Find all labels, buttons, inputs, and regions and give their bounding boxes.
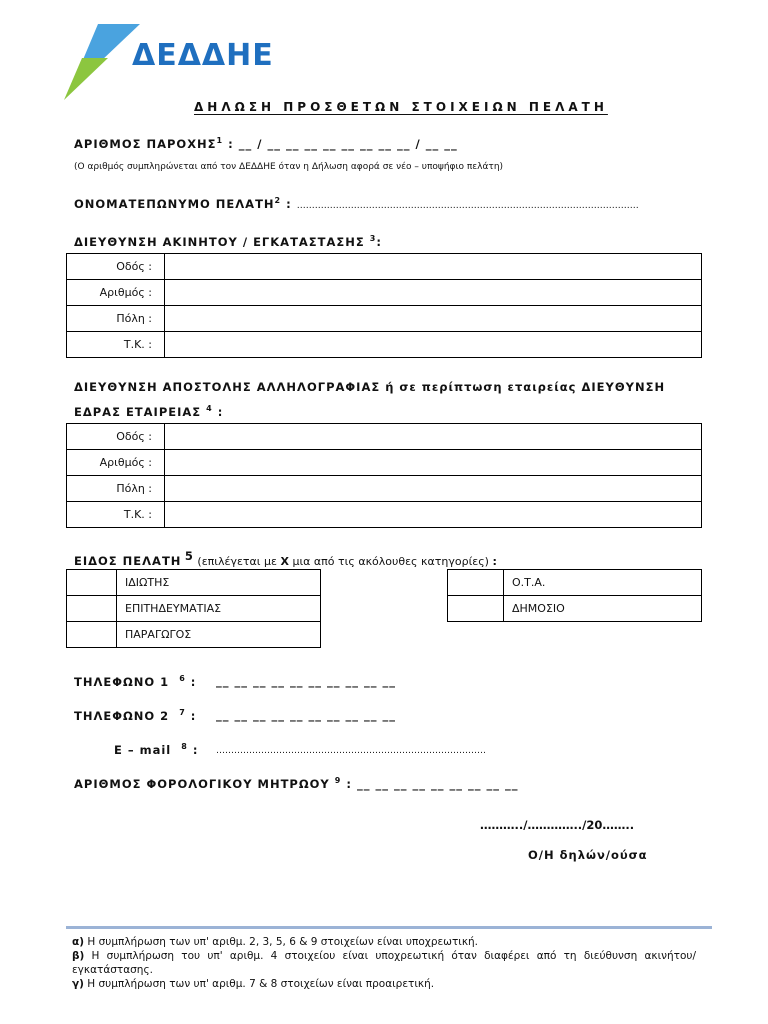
logo-text: ΔΕΔΔΗΕ <box>132 38 274 73</box>
number-field[interactable] <box>165 280 702 306</box>
customer-name-field[interactable]: …………………………………………………………………………………………………… <box>296 201 639 211</box>
table-row <box>67 622 321 648</box>
footnote-ref: 8 <box>181 742 188 751</box>
number-label: Αριθμός : <box>67 450 165 476</box>
table-row <box>67 306 702 332</box>
number-label: Αριθμός : <box>67 280 165 306</box>
phone1-label: ΤΗΛΕΦΩΝΟ 1 <box>74 675 170 689</box>
property-address-heading: ΔΙΕΥΘΥΝΣΗ ΑΚΙΝΗΤΟΥ / ΕΓΚΑΤΑΣΤΑΣΗΣ $^3$: <box>74 234 382 249</box>
city-field[interactable] <box>165 476 702 502</box>
footnote-b: β) Η συμπλήρωση του υπ' αριθμ. 4 στοιχείου είναι υποχρεωτική όταν διαφέρει από τη διεύθυνση ακινήτου/εγκατάστασης. <box>72 950 696 976</box>
postal-code-field[interactable] <box>165 332 702 358</box>
email-row: E – mail $^8$ : <box>114 742 199 757</box>
supply-number-label: ΑΡΙΘΜΟΣ ΠΑΡΟΧΗΣ <box>74 137 217 151</box>
supply-number-row: ΑΡΙΘΜΟΣ ΠΑΡΟΧΗΣ$^1$ : __ / __ __ __ __ __ __ __ __ / __ __ <box>74 136 458 151</box>
table-row <box>67 596 321 622</box>
table-row <box>67 280 702 306</box>
footnote-a: α) Η συμπλήρωση των υπ' αριθμ. 2, 3, 5, 6 & 9 στοιχείων είναι υποχρεωτική. <box>72 936 479 948</box>
table-row <box>67 254 702 280</box>
footnote-ref: 5 <box>184 549 194 563</box>
date-field[interactable]: ………../…………../20…….. <box>480 818 635 832</box>
customer-name-row: ΟΝΟΜΑΤΕΠΩΝΥΜΟ ΠΕΛΑΤΗ$^2$ : …………………………………………………………………………………………………… <box>74 196 639 211</box>
mail-address-table <box>66 423 702 528</box>
footnote-ref: 7 <box>179 708 186 717</box>
city-label: Πόλη : <box>67 306 165 332</box>
table-row <box>67 424 702 450</box>
phone1-row: ΤΗΛΕΦΩΝΟ 1 $^6$ : <box>74 674 197 689</box>
option-professional-label: ΕΠΙΤΗΔΕΥΜΑΤΙΑΣ <box>117 596 321 622</box>
street-field[interactable] <box>165 254 702 280</box>
city-label: Πόλη : <box>67 476 165 502</box>
checkbox-producer[interactable] <box>67 622 117 648</box>
tax-id-row: ΑΡΙΘΜΟΣ ΦΟΡΟΛΟΓΙΚΟΥ ΜΗΤΡΩΟΥ $^9$ : __ __ __ __ __ __ __ __ __ <box>74 776 519 791</box>
footnote-c: γ) Η συμπλήρωση των υπ' αριθμ. 7 & 8 στοιχείων είναι προαιρετική. <box>72 978 435 990</box>
footnote-ref: 9 <box>334 776 342 785</box>
table-row <box>67 450 702 476</box>
customer-type-table-right <box>447 569 702 622</box>
street-field[interactable] <box>165 424 702 450</box>
footnote-ref: 3 <box>369 234 377 243</box>
supply-number-field[interactable]: __ / __ __ __ __ __ __ __ __ / __ __ <box>238 137 458 151</box>
option-private-label: ΙΔΙΩΤΗΣ <box>117 570 321 596</box>
checkbox-municipality[interactable] <box>448 570 504 596</box>
option-municipality-label: Ο.Τ.Α. <box>504 570 702 596</box>
customer-name-label: ΟΝΟΜΑΤΕΠΩΝΥΜΟ ΠΕΛΑΤΗ <box>74 197 275 211</box>
mail-address-heading-line2: ΕΔΡΑΣ ΕΤΑΙΡΕΙΑΣ $^4$ : <box>74 404 224 419</box>
footnotes <box>72 935 696 991</box>
table-row <box>448 596 702 622</box>
document-title: ΔΗΛΩΣΗ ΠΡΟΣΘΕΤΩΝ ΣΤΟΙΧΕΙΩΝ ΠΕΛΑΤΗ <box>194 100 608 114</box>
postal-code-label: Τ.Κ. : <box>67 332 165 358</box>
tax-id-field[interactable]: __ __ __ __ __ __ __ __ __ <box>356 777 519 791</box>
phone1-field[interactable]: __ __ __ __ __ __ __ __ __ __ <box>216 674 397 688</box>
table-row <box>67 332 702 358</box>
property-address-table <box>66 253 702 358</box>
tax-id-label: ΑΡΙΘΜΟΣ ΦΟΡΟΛΟΓΙΚΟΥ ΜΗΤΡΩΟΥ <box>74 777 330 791</box>
table-row <box>448 570 702 596</box>
footnote-ref: 1 <box>216 136 224 145</box>
supply-number-note: (Ο αριθμός συμπληρώνεται από τον ΔΕΔΔΗΕ όταν η Δήλωση αφορά σε νέο – υποψήφιο πελάτη) <box>74 162 504 172</box>
checkbox-private[interactable] <box>67 570 117 596</box>
phone2-field[interactable]: __ __ __ __ __ __ __ __ __ __ <box>216 708 397 722</box>
postal-code-label: Τ.Κ. : <box>67 502 165 528</box>
footer-divider <box>66 926 712 929</box>
footnote-ref: 2 <box>274 196 282 205</box>
city-field[interactable] <box>165 306 702 332</box>
customer-type-heading: ΕΙΔΟΣ ΠΕΛΑΤΗ $^5$ (επιλέγεται με X μια από τις ακόλουθες κατηγορίες) : <box>74 549 497 568</box>
logo <box>60 22 274 102</box>
table-row <box>67 476 702 502</box>
table-row <box>67 502 702 528</box>
checkbox-public[interactable] <box>448 596 504 622</box>
footnote-ref: 4 <box>206 404 213 413</box>
street-label: Οδός : <box>67 254 165 280</box>
customer-type-table-left <box>66 569 321 648</box>
email-label: E – mail <box>114 743 172 757</box>
email-field[interactable]: ……………………………………………………………………………… <box>216 746 486 756</box>
number-field[interactable] <box>165 450 702 476</box>
signature-label: Ο/Η δηλών/ούσα <box>528 848 648 862</box>
logo-mark-icon <box>60 22 142 100</box>
mail-address-heading-line1: ΔΙΕΥΘΥΝΣΗ ΑΠΟΣΤΟΛΗΣ ΑΛΛΗΛΟΓΡΑΦΙΑΣ ή σε περίπτωση εταιρείας ΔΙΕΥΘΥΝΣΗ <box>74 380 666 394</box>
footnote-ref: 6 <box>179 674 186 683</box>
phone2-label: ΤΗΛΕΦΩΝΟ 2 <box>74 709 170 723</box>
postal-code-field[interactable] <box>165 502 702 528</box>
checkbox-professional[interactable] <box>67 596 117 622</box>
table-row <box>67 570 321 596</box>
option-producer-label: ΠΑΡΑΓΩΓΟΣ <box>117 622 321 648</box>
street-label: Οδός : <box>67 424 165 450</box>
option-public-label: ΔΗΜΟΣΙΟ <box>504 596 702 622</box>
phone2-row: ΤΗΛΕΦΩΝΟ 2 $^7$ : <box>74 708 197 723</box>
